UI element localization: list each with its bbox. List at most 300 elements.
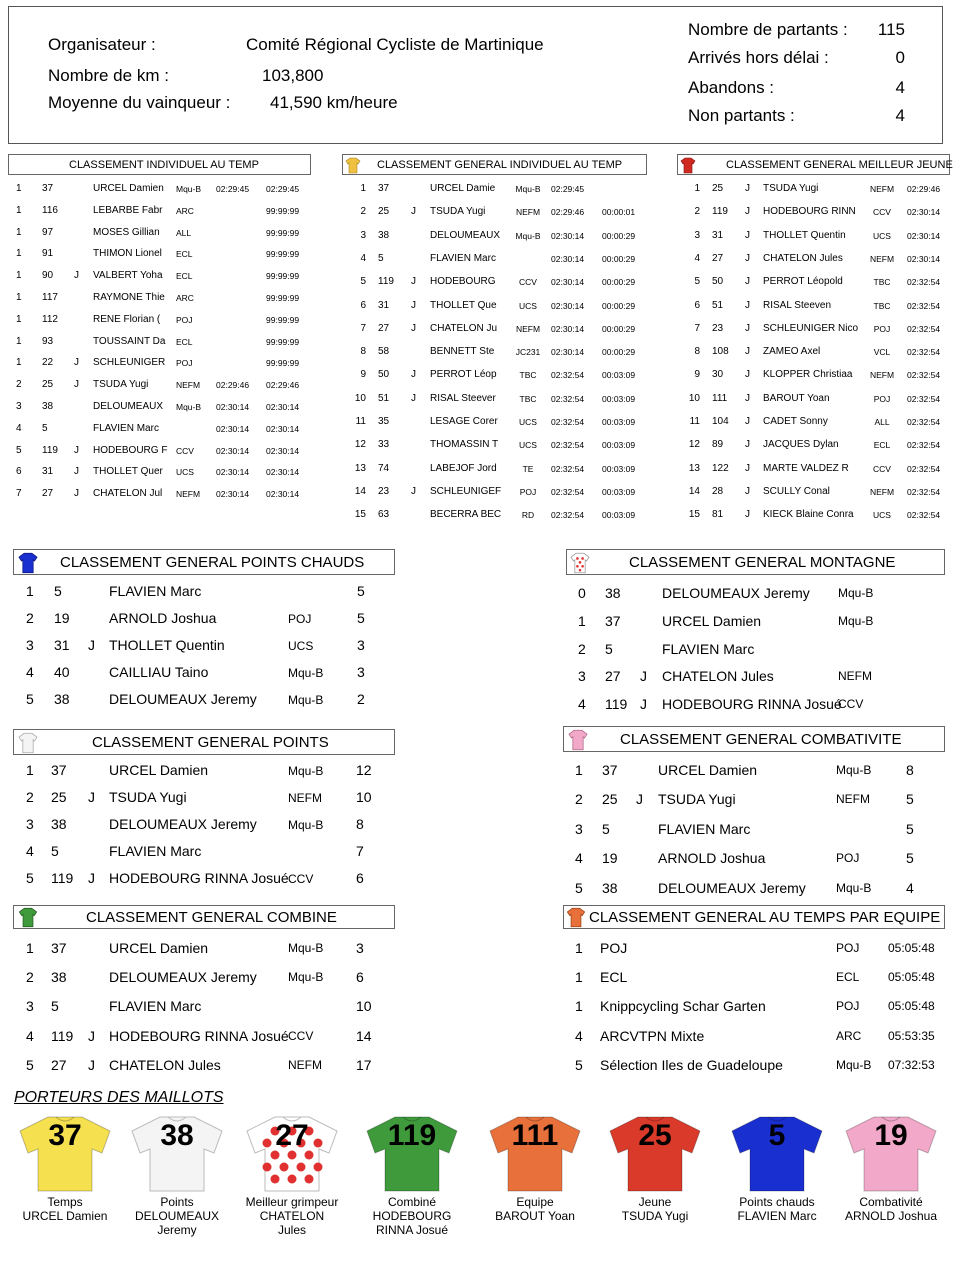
- equipe-cell-team: ARC: [836, 1028, 862, 1043]
- general-cell-name: THOMASSIN T: [430, 439, 499, 451]
- general-cell-time: 02:32:54: [551, 486, 585, 497]
- jeune-cell-name: HODEBOURG RINN: [763, 206, 856, 218]
- jeune-cell-junior: J: [745, 183, 750, 194]
- points-cell-bib: 38: [51, 816, 67, 832]
- etape-cell-name: LEBARBE Fabr: [93, 204, 163, 216]
- points-cell-junior: J: [88, 870, 95, 886]
- general-cell-name: TSUDA Yugi: [430, 206, 486, 218]
- non-partants-value: 4: [895, 106, 905, 125]
- points-cell-bib: 5: [51, 843, 59, 859]
- combativite-cell-team: Mqu-B: [836, 763, 872, 777]
- points-cell-team: Mqu-B: [288, 818, 324, 832]
- equipe-cell-time: 05:53:35: [888, 1028, 935, 1043]
- jeune-cell-rank: 10: [688, 392, 700, 404]
- jersey-number: 119: [387, 1119, 437, 1152]
- general-cell-name: CHATELON Ju: [430, 322, 498, 334]
- jersey-label: Equipe BAROUT Yoan: [495, 1195, 575, 1223]
- general-cell-team: Mqu-B: [515, 184, 541, 194]
- general-cell-gap: 00:03:09: [602, 417, 636, 427]
- general-cell-rank: 14: [354, 485, 366, 497]
- jeune-cell-rank: 5: [694, 276, 700, 288]
- combativite-cell-name: FLAVIEN Marc: [658, 820, 751, 837]
- jeune-cell-junior: J: [745, 439, 750, 451]
- equipe-cell-rank: 1: [575, 998, 583, 1015]
- white-jersey-icon: [17, 732, 39, 754]
- general-cell-bib: 23: [378, 485, 390, 497]
- combine-cell-bib: 37: [51, 940, 67, 956]
- general-table-header: [342, 154, 647, 175]
- jersey-number: 5: [768, 1119, 786, 1152]
- jeune-cell-bib: 119: [712, 206, 728, 218]
- etape-cell-rank: 5: [16, 444, 22, 456]
- general-cell-junior: J: [411, 485, 416, 497]
- jeune-cell-team: NEFM: [869, 486, 895, 497]
- points-cell-name: TSUDA Yugi: [109, 789, 187, 805]
- combativite-cell-name: TSUDA Yugi: [658, 791, 736, 808]
- general-cell-junior: J: [411, 369, 416, 381]
- etape-cell-team: NEFM: [176, 380, 201, 391]
- etape-cell-total: 02:29:46: [266, 380, 300, 391]
- etape-cell-time: 02:29:46: [216, 380, 250, 391]
- general-cell-bib: 38: [378, 229, 390, 241]
- montagne-cell-rank: 4: [578, 696, 586, 713]
- etape-cell-rank: 4: [16, 422, 22, 434]
- combine-cell-bib: 38: [51, 969, 67, 986]
- montagne-cell-rank: 1: [578, 612, 586, 629]
- etape-cell-name: FLAVIEN Marc: [93, 422, 159, 434]
- combine-cell-points: 17: [356, 1056, 372, 1073]
- etape-cell-junior: J: [74, 270, 79, 282]
- etape-cell-total: 02:30:14: [266, 489, 300, 500]
- general-cell-name: BENNETT Ste: [430, 346, 495, 358]
- montagne-cell-name: FLAVIEN Marc: [662, 640, 755, 657]
- etape-cell-bib: 119: [42, 444, 58, 456]
- jeune-cell-name: CADET Sonny: [763, 416, 828, 427]
- points-chauds-cell-rank: 5: [26, 691, 34, 707]
- general-cell-gap: 00:03:09: [602, 370, 636, 381]
- etape-cell-team: Mqu-B: [176, 184, 202, 194]
- general-cell-time: 02:30:14: [551, 230, 585, 241]
- general-cell-junior: J: [411, 322, 416, 334]
- combativite-cell-points: 5: [906, 820, 914, 837]
- points-chauds-cell-rank: 4: [26, 664, 34, 680]
- general-cell-time: 02:32:54: [551, 463, 585, 474]
- general-cell-gap: 00:00:29: [602, 277, 636, 288]
- jeune-cell-name: SCHLEUNIGER Nico: [763, 322, 859, 334]
- points-cell-points: 10: [356, 789, 372, 805]
- general-cell-name: LESAGE Corer: [430, 416, 498, 427]
- combine-cell-junior: J: [88, 1027, 95, 1044]
- montagne-cell-name: DELOUMEAUX Jeremy: [662, 585, 810, 601]
- jeune-cell-junior: J: [745, 369, 750, 381]
- jeune-cell-junior: J: [745, 485, 750, 497]
- montagne-header: [566, 549, 945, 575]
- etape-cell-team: POJ: [176, 314, 193, 325]
- etape-cell-bib: 117: [42, 292, 58, 303]
- etape-cell-name: SCHLEUNIGER: [93, 357, 166, 369]
- jeune-cell-bib: 23: [712, 322, 724, 334]
- general-cell-team: POJ: [519, 486, 537, 497]
- etape-cell-bib: 90: [42, 270, 54, 282]
- equipe-cell-team: Mqu-B: [836, 1057, 872, 1072]
- jersey-label: Combativité ARNOLD Joshua: [844, 1195, 938, 1223]
- jeune-cell-rank: 2: [694, 206, 700, 218]
- jeune-cell-time: 02:32:54: [907, 323, 941, 334]
- jeune-cell-bib: 89: [712, 439, 724, 451]
- general-cell-time: 02:32:54: [551, 440, 585, 451]
- combativite-cell-junior: J: [636, 791, 643, 808]
- points-chauds-cell-name: DELOUMEAUX Jeremy: [109, 691, 257, 707]
- combine-title: CLASSEMENT GENERAL COMBINE: [86, 908, 337, 926]
- etape-cell-time: 02:30:14: [216, 489, 250, 500]
- jeune-cell-rank: 14: [688, 485, 700, 497]
- general-cell-time: 02:32:54: [551, 393, 585, 404]
- combine-cell-bib: 27: [51, 1056, 67, 1073]
- moyenne-label: Moyenne du vainqueur :: [48, 93, 231, 112]
- jeune-cell-name: ZAMEO Axel: [763, 346, 821, 358]
- jeune-cell-team: VCL: [873, 347, 891, 358]
- general-cell-time: 02:30:14: [551, 323, 585, 334]
- combativite-cell-bib: 5: [602, 820, 610, 837]
- etape-cell-team: ALL: [176, 227, 192, 238]
- jeune-cell-bib: 111: [712, 392, 728, 404]
- km-label: Nombre de km :: [48, 66, 169, 85]
- jeune-cell-team: ALL: [874, 417, 890, 427]
- jeune-cell-team: TBC: [873, 300, 891, 311]
- general-cell-rank: 7: [360, 322, 366, 334]
- jeune-cell-rank: 8: [694, 346, 700, 358]
- etape-cell-bib: 27: [42, 488, 54, 500]
- general-cell-time: 02:30:14: [551, 300, 585, 311]
- jeune-cell-name: JACQUES Dylan: [763, 439, 839, 451]
- etape-cell-team: NEFM: [176, 489, 201, 500]
- etape-cell-name: RENE Florian (: [93, 313, 161, 325]
- jersey-number: 37: [48, 1119, 82, 1152]
- combine-cell-points: 6: [356, 969, 364, 986]
- montagne-cell-team: Mqu-B: [838, 613, 874, 628]
- points-cell-name: HODEBOURG RINNA Josué: [109, 870, 289, 886]
- jeune-cell-team: UCS: [873, 230, 891, 241]
- montagne-cell-rank: 0: [578, 585, 586, 601]
- jeune-cell-rank: 13: [688, 462, 700, 474]
- general-cell-name: PERROT Léop: [430, 369, 497, 381]
- combine-cell-bib: 119: [51, 1027, 74, 1044]
- etape-cell-rank: 1: [16, 248, 22, 260]
- equipe-title: CLASSEMENT GENERAL AU TEMPS PAR EQUIPE: [589, 908, 941, 926]
- combine-cell-points: 14: [356, 1027, 372, 1044]
- montagne-cell-rank: 2: [578, 640, 586, 657]
- general-cell-bib: 74: [378, 462, 390, 474]
- points-chauds-cell-team: Mqu-B: [288, 693, 324, 707]
- jeune-cell-team: ECL: [873, 440, 891, 451]
- etape-cell-total: 99:99:99: [266, 227, 300, 238]
- etape-cell-junior: J: [74, 488, 79, 500]
- jeune-cell-time: 02:32:54: [907, 277, 941, 288]
- equipe-cell-time: 05:05:48: [888, 970, 935, 985]
- equipe-cell-time: 05:05:48: [888, 999, 935, 1014]
- combativite-cell-bib: 19: [602, 850, 618, 867]
- etape-cell-total: 02:30:14: [266, 402, 300, 412]
- general-cell-time: 02:30:14: [551, 277, 585, 288]
- points-cell-rank: 5: [26, 870, 34, 886]
- general-cell-name: URCEL Damie: [430, 183, 496, 194]
- equipe-cell-rank: 1: [575, 969, 583, 986]
- points-header: [13, 729, 395, 755]
- etape-cell-time: 02:30:14: [216, 423, 250, 434]
- equipe-cell-team: POJ: [836, 999, 860, 1014]
- general-cell-team: NEFM: [515, 207, 541, 218]
- jeune-cell-rank: 4: [694, 252, 700, 264]
- points-chauds-cell-bib: 31: [54, 637, 70, 653]
- combativite-cell-points: 4: [906, 879, 914, 896]
- etape-cell-team: Mqu-B: [176, 402, 202, 412]
- etape-table-header: [8, 154, 311, 175]
- jeune-cell-rank: 7: [694, 322, 700, 334]
- points-title: CLASSEMENT GENERAL POINTS: [92, 733, 329, 751]
- general-cell-rank: 8: [360, 346, 366, 358]
- jeune-cell-team: POJ: [873, 393, 891, 404]
- partants-label: Nombre de partants :: [688, 20, 848, 39]
- points-cell-rank: 3: [26, 816, 34, 832]
- etape-cell-rank: 7: [16, 488, 22, 500]
- points-chauds-cell-name: THOLLET Quentin: [109, 637, 225, 653]
- etape-cell-name: HODEBOURG F: [93, 444, 168, 456]
- general-cell-team: TBC: [519, 370, 537, 381]
- jeune-cell-junior: J: [745, 509, 750, 521]
- general-cell-gap: 00:00:29: [602, 300, 636, 311]
- points-cell-points: 7: [356, 843, 364, 859]
- jeune-cell-time: 02:32:54: [907, 347, 941, 358]
- jeune-cell-rank: 1: [694, 183, 700, 194]
- combativite-cell-points: 5: [906, 791, 914, 808]
- jeune-cell-bib: 81: [712, 509, 724, 521]
- jeune-cell-time: 02:32:54: [907, 370, 941, 381]
- points-chauds-cell-bib: 19: [54, 610, 70, 626]
- general-cell-bib: 27: [378, 322, 390, 334]
- general-cell-rank: 10: [354, 392, 366, 404]
- jersey-label: Meilleur grimpeur CHATELON Jules: [245, 1195, 339, 1237]
- jeune-cell-name: KIECK Blaine Conra: [763, 509, 854, 521]
- combine-cell-points: 10: [356, 998, 372, 1015]
- general-cell-name: LABEJOF Jord: [430, 462, 497, 474]
- general-cell-team: UCS: [519, 440, 537, 451]
- jersey-carrier-orange: [480, 1113, 590, 1243]
- etape-cell-total: 02:30:14: [266, 445, 300, 456]
- points-cell-rank: 2: [26, 789, 34, 805]
- jersey-number: 25: [638, 1119, 672, 1152]
- jeune-cell-junior: J: [745, 392, 750, 404]
- combine-cell-team: Mqu-B: [288, 941, 324, 955]
- jeune-cell-name: PERROT Léopold: [763, 276, 843, 288]
- jeune-table-title: CLASSEMENT GENERAL MEILLEUR JEUNE: [726, 158, 953, 171]
- general-cell-gap: 00:00:29: [602, 230, 636, 241]
- moyenne-value: 41,590 km/heure: [270, 93, 398, 112]
- etape-cell-rank: 1: [16, 226, 22, 238]
- montagne-cell-team: NEFM: [838, 669, 872, 684]
- general-cell-team: TE: [522, 463, 534, 474]
- points-chauds-cell-bib: 38: [54, 691, 70, 707]
- equipe-cell-rank: 1: [575, 940, 583, 956]
- jersey-carrier-white: [122, 1113, 232, 1243]
- jeune-cell-rank: 6: [694, 299, 700, 311]
- etape-cell-total: 99:99:99: [266, 358, 300, 369]
- equipe-cell-rank: 5: [575, 1056, 583, 1073]
- combine-cell-name: CHATELON Jules: [109, 1056, 221, 1073]
- montagne-cell-bib: 38: [605, 585, 621, 601]
- general-cell-bib: 58: [378, 346, 390, 358]
- etape-cell-total: 02:30:14: [266, 467, 300, 478]
- jeune-cell-time: 02:30:14: [907, 207, 941, 218]
- combativite-cell-points: 5: [906, 850, 914, 867]
- combativite-title: CLASSEMENT GENERAL COMBATIVITE: [620, 730, 902, 748]
- jeune-cell-name: MARTE VALDEZ R: [763, 462, 849, 474]
- points-cell-rank: 1: [26, 762, 34, 778]
- hors-delai-value: 0: [895, 48, 905, 67]
- points-cell-junior: J: [88, 789, 95, 805]
- general-cell-name: FLAVIEN Marc: [430, 252, 496, 264]
- etape-cell-rank: 1: [16, 270, 22, 282]
- general-cell-bib: 37: [378, 183, 390, 194]
- abandons-label: Abandons :: [688, 78, 775, 97]
- points-chauds-cell-points: 3: [357, 664, 365, 680]
- general-cell-time: 02:30:14: [551, 253, 585, 264]
- etape-cell-total: 99:99:99: [266, 314, 300, 325]
- montagne-cell-bib: 27: [605, 668, 621, 685]
- jersey-number: 27: [275, 1119, 309, 1152]
- combine-cell-name: FLAVIEN Marc: [109, 998, 202, 1015]
- etape-cell-bib: 31: [42, 466, 54, 478]
- combativite-cell-bib: 38: [602, 879, 618, 896]
- jeune-cell-bib: 108: [712, 346, 729, 358]
- montagne-cell-junior: J: [640, 668, 647, 685]
- points-chauds-cell-name: FLAVIEN Marc: [109, 583, 202, 599]
- combativite-cell-name: URCEL Damien: [658, 762, 758, 778]
- general-cell-gap: 00:03:09: [602, 440, 636, 451]
- general-cell-gap: 00:00:29: [602, 347, 636, 358]
- jeune-cell-time: 02:32:54: [907, 440, 941, 451]
- general-cell-time: 02:29:45: [551, 184, 585, 194]
- combativite-cell-bib: 37: [602, 762, 618, 778]
- general-cell-bib: 63: [378, 509, 390, 521]
- combine-cell-rank: 3: [26, 998, 34, 1015]
- general-cell-name: RISAL Steever: [430, 392, 496, 404]
- etape-cell-time: 02:30:14: [216, 467, 250, 478]
- general-cell-name: HODEBOURG: [430, 276, 496, 288]
- jeune-cell-bib: 30: [712, 369, 724, 381]
- combine-cell-team: NEFM: [288, 1057, 322, 1072]
- points-chauds-cell-name: CAILLIAU Taino: [109, 664, 209, 680]
- montagne-cell-bib: 119: [605, 696, 628, 713]
- general-cell-gap: 00:00:29: [602, 253, 636, 264]
- general-cell-time: 02:30:14: [551, 347, 585, 358]
- etape-cell-team: POJ: [176, 358, 193, 369]
- points-cell-team: NEFM: [288, 791, 322, 805]
- combine-cell-team: CCV: [288, 1028, 314, 1043]
- montagne-cell-bib: 5: [605, 640, 613, 657]
- general-cell-time: 02:32:54: [551, 370, 585, 381]
- jeune-cell-team: UCS: [873, 510, 891, 521]
- montagne-cell-team: CCV: [838, 697, 864, 712]
- general-cell-rank: 3: [360, 229, 366, 241]
- jeune-cell-rank: 12: [688, 439, 700, 451]
- general-cell-bib: 35: [378, 416, 390, 427]
- points-chauds-cell-points: 2: [357, 691, 365, 707]
- equipe-cell-time: 05:05:48: [888, 941, 935, 955]
- etape-cell-rank: 1: [16, 183, 22, 194]
- general-cell-bib: 31: [378, 299, 390, 311]
- jeune-cell-junior: J: [745, 252, 750, 264]
- points-cell-points: 8: [356, 816, 364, 832]
- etape-cell-time: 02:29:45: [216, 184, 250, 194]
- points-chauds-cell-bib: 40: [54, 664, 70, 680]
- montagne-cell-bib: 37: [605, 612, 621, 629]
- jersey-number: 111: [511, 1119, 559, 1152]
- general-cell-time: 02:32:54: [551, 417, 585, 427]
- points-cell-bib: 37: [51, 762, 67, 778]
- jersey-number: 38: [160, 1119, 194, 1152]
- combativite-cell-bib: 25: [602, 791, 618, 808]
- combine-cell-rank: 1: [26, 940, 34, 956]
- general-cell-rank: 13: [354, 462, 366, 474]
- general-cell-bib: 50: [378, 369, 390, 381]
- jeune-cell-junior: J: [745, 462, 750, 474]
- general-cell-name: DELOUMEAUX: [430, 229, 501, 241]
- etape-cell-rank: 1: [16, 335, 22, 347]
- jersey-carrier-green: [357, 1113, 467, 1243]
- points-cell-bib: 25: [51, 789, 67, 805]
- general-cell-bib: 25: [378, 206, 390, 218]
- general-cell-rank: 1: [360, 183, 366, 194]
- jeune-cell-rank: 15: [688, 509, 700, 521]
- points-chauds-cell-team: Mqu-B: [288, 666, 324, 680]
- jeune-cell-name: RISAL Steeven: [763, 299, 832, 311]
- jeune-cell-bib: 51: [712, 299, 724, 311]
- points-cell-bib: 119: [51, 870, 74, 886]
- hors-delai-label: Arrivés hors délai :: [688, 48, 829, 67]
- general-cell-bib: 5: [378, 252, 384, 264]
- etape-cell-total: 99:99:99: [266, 336, 300, 347]
- jersey-label: Points chauds FLAVIEN Marc: [737, 1195, 817, 1223]
- combativite-cell-team: POJ: [836, 851, 860, 866]
- jeune-cell-junior: J: [745, 229, 750, 241]
- jeune-cell-junior: J: [745, 276, 750, 288]
- jeune-cell-team: CCV: [873, 207, 891, 218]
- general-cell-bib: 51: [378, 392, 390, 404]
- jersey-label: Temps URCEL Damien: [22, 1195, 108, 1223]
- abandons-value: 4: [895, 78, 905, 97]
- general-cell-name: SCHLEUNIGEF: [430, 485, 502, 497]
- general-cell-team: UCS: [519, 417, 537, 427]
- carriers-title: PORTEURS DES MAILLOTS: [14, 1089, 224, 1106]
- etape-cell-rank: 2: [16, 379, 22, 391]
- points-chauds-cell-points: 5: [357, 610, 365, 626]
- general-cell-bib: 119: [378, 276, 394, 288]
- etape-cell-total: 99:99:99: [266, 249, 300, 260]
- general-cell-rank: 15: [354, 509, 366, 521]
- etape-cell-name: TOUSSAINT Da: [93, 335, 166, 347]
- jeune-cell-team: POJ: [873, 323, 891, 334]
- etape-cell-junior: J: [74, 466, 79, 478]
- jeune-cell-time: 02:29:46: [907, 184, 941, 194]
- points-chauds-cell-rank: 2: [26, 610, 34, 626]
- general-cell-rank: 11: [355, 416, 366, 427]
- etape-cell-total: 99:99:99: [266, 293, 300, 303]
- etape-cell-junior: J: [74, 444, 79, 456]
- equipe-cell-team-name: ARCVTPN Mixte: [600, 1027, 705, 1044]
- jeune-cell-junior: J: [745, 206, 750, 218]
- jeune-cell-bib: 31: [712, 229, 724, 241]
- etape-cell-bib: 91: [42, 248, 54, 260]
